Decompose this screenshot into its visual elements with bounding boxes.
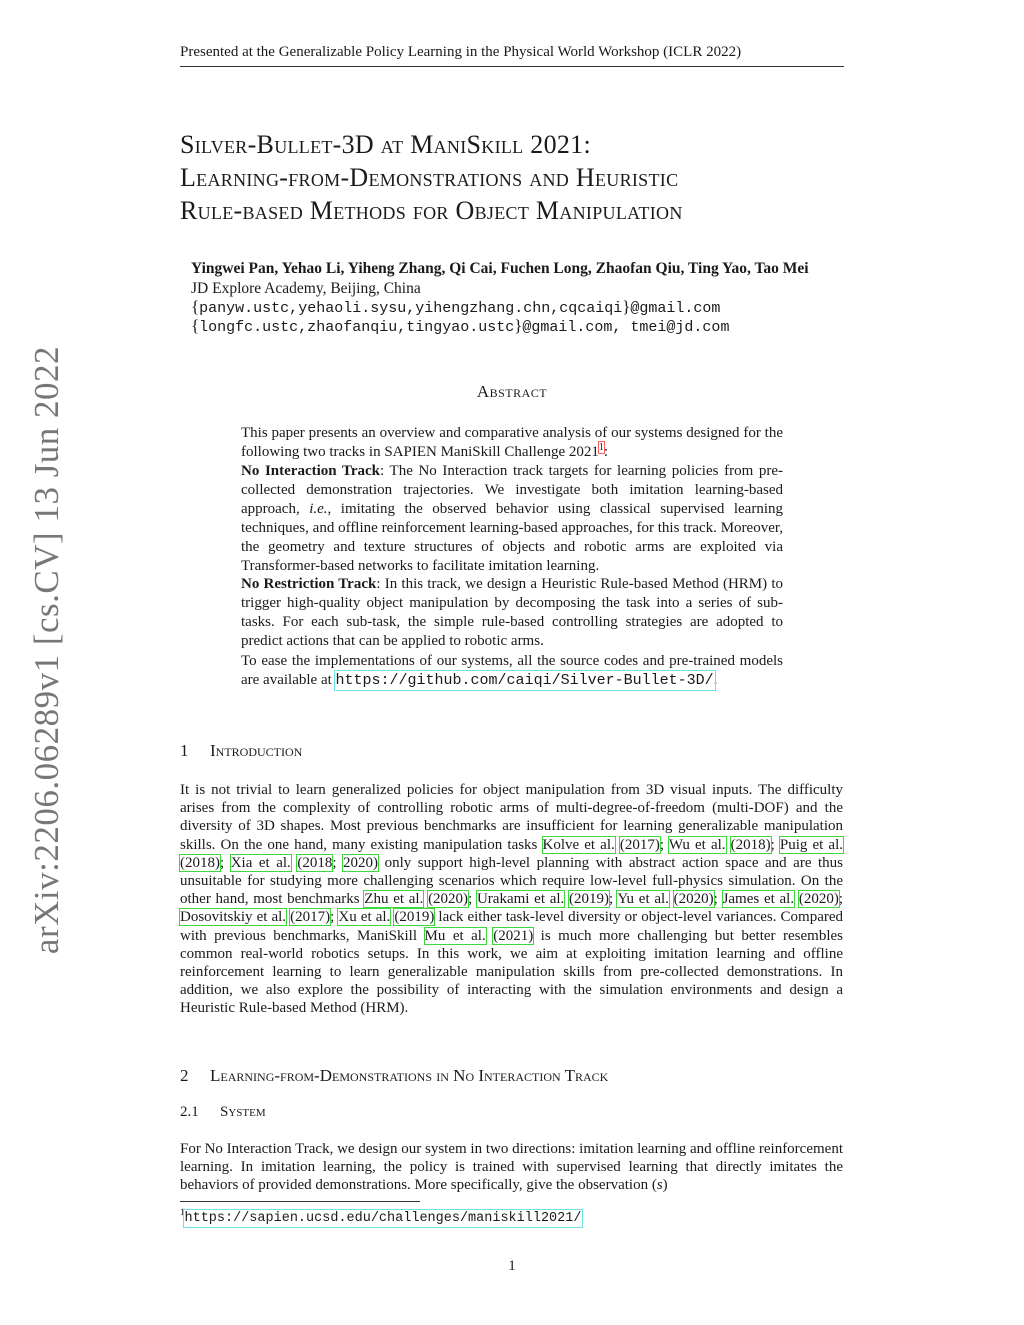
no-interaction-label: No Interaction Track	[241, 463, 381, 479]
email-users-2: longfc.ustc,zhaofanqiu,tingyao.ustc	[199, 319, 515, 336]
email-line-1: {panyw.ustc,yehaoli.sysu,yihengzhang.chn,cqcaiqi}@gmail.com	[191, 297, 721, 317]
section-number-1: 1	[180, 741, 189, 760]
system-text: For No Interaction Track, we design our system in two directions: imitation learning and offline reinforcement learning. In imitation learning, the policy is trained with supervised learning that directly imitates the behaviors of provided demonstrations. More specifically, give the observation (	[180, 1141, 843, 1194]
section-number-2: 2	[180, 1066, 189, 1085]
header-rule	[180, 66, 844, 67]
subsection-number: 2.1	[180, 1104, 199, 1120]
citation-year-link[interactable]: (2018	[297, 854, 333, 871]
abstract-paragraph-4	[241, 652, 783, 690]
citation-year-link[interactable]: (2018)	[180, 854, 220, 871]
email-domain-2: @gmail.com, tmei@jd.com	[522, 319, 730, 336]
citation-year-link[interactable]: 2020)	[343, 854, 379, 871]
citation-year-link[interactable]: (2017)	[619, 836, 660, 853]
citation-year-link[interactable]: (2021)	[493, 927, 534, 944]
email-domain-1: @gmail.com	[630, 300, 721, 317]
observation-variable: s	[656, 1177, 663, 1194]
citation-link[interactable]: Yu et al.	[617, 891, 669, 908]
citation-year-link[interactable]: (2020)	[428, 891, 469, 908]
page-number: 1	[508, 1258, 516, 1274]
citation-year-link[interactable]: (2019)	[569, 891, 610, 908]
section-heading-learning-from-demonstrations	[180, 1066, 608, 1086]
introduction-paragraph: It is not trivial to learn generalized policies for object manipulation from 3D visual inputs. The difficulty arises from the complexity of controlling robotic arms of multi-degree-of-freedom (multi-DOF) and the diversity of 3D shapes. Most previous benchmarks are insufficient for learning generalizable manipulation skills. On the one hand, many existing manipulation tasks Kolve et al. (2017); Wu et al. (2018); Puig et al. (2018); Xia et al. (2018; 2020) only support high-level planning with abstract action space and are thus unsuitable for studying more challenging scenarios which require low-level full-physics simulation. On the other hand, most benchmarks Zhu et al. (2020); Urakami et al. (2019); Yu et al. (2020); James et al. (2020); Dosovitskiy et al. (2017); Xu et al. (2019) lack either task-level diversity or object-level variances. Compared with previous benchmarks, ManiSkill Mu et al. (2021) is much more challenging but better resembles common real-world robotics setups. In this work, we aim at exploiting imitation learning and offline reinforcement learning to learn generalizable manipulation skills from pre-collected demonstrations. In addition, we also explore the possibility of interacting with the simulation environments and design a Heuristic Rule-based Method (HRM).	[180, 782, 844, 1017]
abstract-p4-end: .	[713, 672, 718, 688]
abstract-paragraph-1	[241, 424, 783, 462]
citation-year-link[interactable]: (2020)	[673, 891, 714, 908]
citation-link[interactable]: Puig et al.	[779, 836, 844, 853]
running-header: Presented at the Generalizable Policy Learning in the Physical World Workshop (ICLR 2022)	[180, 44, 742, 60]
abstract-paragraph-3	[241, 575, 783, 651]
abstract-p2-ie: i.e.	[309, 501, 328, 517]
section-title-1: Introduction	[210, 741, 303, 760]
citation-link[interactable]: Dosovitskiy et al.	[180, 909, 287, 926]
subsection-title: System	[220, 1104, 266, 1120]
github-link[interactable]: https://github.com/caiqi/Silver-Bullet-3D/	[335, 672, 714, 689]
footnote	[180, 1207, 581, 1226]
abstract-paragraph-2	[241, 462, 783, 576]
abstract-heading: Abstract	[476, 382, 548, 401]
footnote-url-link[interactable]: https://sapien.ucsd.edu/challenges/maniskill2021/	[184, 1210, 582, 1226]
email-line-2: {longfc.ustc,zhaofanqiu,tingyao.ustc}@gmail.com, tmei@jd.com	[191, 316, 730, 336]
intro-text-2: only support high-level planning with abstract action space and are thus unsuitable for studying more challenging scenarios which require low-level full-physics simulation. On the other hand, most benchmarks	[180, 854, 844, 908]
citation-year-link[interactable]: (2018)	[730, 836, 771, 853]
title-line-3: Rule-based Methods for Object Manipulation	[180, 196, 683, 225]
abstract-p1-end: :	[603, 444, 609, 460]
citation-link[interactable]: Urakami et al.	[476, 891, 565, 908]
affiliation: JD Explore Academy, Beijing, China	[191, 280, 421, 297]
abstract-p3-text: : In this track, we design a Heuristic Rule-based Method (HRM) to trigger high-quality object manipulation by decomposing the task into a series of sub-tasks. For each sub-task, the simple rule-based controlling strategies are adopted to predict actions that can be applied to robotic arms.	[241, 576, 783, 649]
citation-link[interactable]: Mu et al.	[424, 927, 486, 944]
citation-year-link[interactable]: (2017)	[290, 909, 331, 926]
abstract-p2-text-a: : The No Interaction track targets for learning policies from pre-collected demonstration trajectories. We investigate both imitation learning-based approach,	[241, 463, 784, 517]
system-text-end: )	[662, 1177, 668, 1194]
system-paragraph	[180, 1140, 843, 1195]
abstract-p4-text: To ease the implementations of our systems, all the source codes and pre-trained models are available at	[241, 653, 783, 688]
section-title-2: Learning-from-Demonstrations in No Interaction Track	[210, 1066, 609, 1085]
subsection-heading-system	[180, 1104, 266, 1121]
citation-link[interactable]: Xu et al.	[338, 909, 391, 926]
citation-year-link[interactable]: (2019)	[394, 909, 435, 926]
intro-text-3: lack either task-level diversity or object-level variances. Compared with previous benchmarks, ManiSkill	[180, 909, 844, 944]
footnote-link[interactable]: 1	[598, 442, 604, 453]
abstract-p1-text: This paper presents an overview and comparative analysis of our systems designed for the following two tracks in SAPIEN ManiSkill Challenge 2021	[241, 425, 783, 460]
paper-title	[180, 128, 880, 227]
section-heading-introduction	[180, 741, 302, 761]
title-line-2: Learning-from-Demonstrations and Heuristic	[180, 163, 679, 192]
citation-link[interactable]: Xia et al.	[230, 854, 291, 871]
author-list: Yingwei Pan, Yehao Li, Yiheng Zhang, Qi Cai, Fuchen Long, Zhaofan Qiu, Ting Yao, Tao Mei	[191, 260, 809, 277]
intro-text-4: is much more challenging but better resembles common real-world robotics setups. In this work, we aim at exploiting imitation learning and offline reinforcement learning to learn generalizable manipulation skills from pre-collected demonstrations. In addition, we also explore the possibility of interacting with the simulation environments and design a Heuristic Rule-based Method (HRM).	[180, 927, 844, 1017]
citation-link[interactable]: Wu et al.	[668, 836, 726, 853]
citation-year-link[interactable]: (2020)	[798, 891, 839, 908]
citation-link[interactable]: Zhu et al.	[364, 891, 424, 908]
footnote-rule	[180, 1201, 420, 1202]
arxiv-identifier-stamp[interactable]: arXiv:2206.06289v1 [cs.CV] 13 Jun 2022	[27, 345, 66, 955]
intro-text-1: It is not trivial to learn generalized policies for object manipulation from 3D visual inputs. The difficulty arises from the complexity of controlling robotic arms of multi-degree-of-freedom (multi-DOF) and the diversity of 3D shapes. Most previous benchmarks are insufficient for learning generalizable manipulation skills. On the one hand, many existing manipulation tasks	[180, 782, 843, 853]
footnote-mark: 1	[180, 1207, 185, 1217]
no-restriction-label: No Restriction Track	[241, 576, 377, 592]
abstract-p2-text-b: , imitating the observed behavior using classical supervised learning techniques, and offline reinforcement learning-based approaches, for this track. Moreover, the geometry and texture structures of objects and robotic arms are exploited via Transformer-based networks to facilitate imitation learning.	[241, 501, 783, 574]
citation-link[interactable]: Kolve et al.	[542, 836, 615, 853]
citation-link[interactable]: James et al.	[722, 891, 795, 908]
email-users-1: panyw.ustc,yehaoli.sysu,yihengzhang.chn,cqcaiqi	[199, 300, 623, 317]
title-line-1: Silver-Bullet-3D at ManiSkill 2021:	[180, 130, 591, 159]
